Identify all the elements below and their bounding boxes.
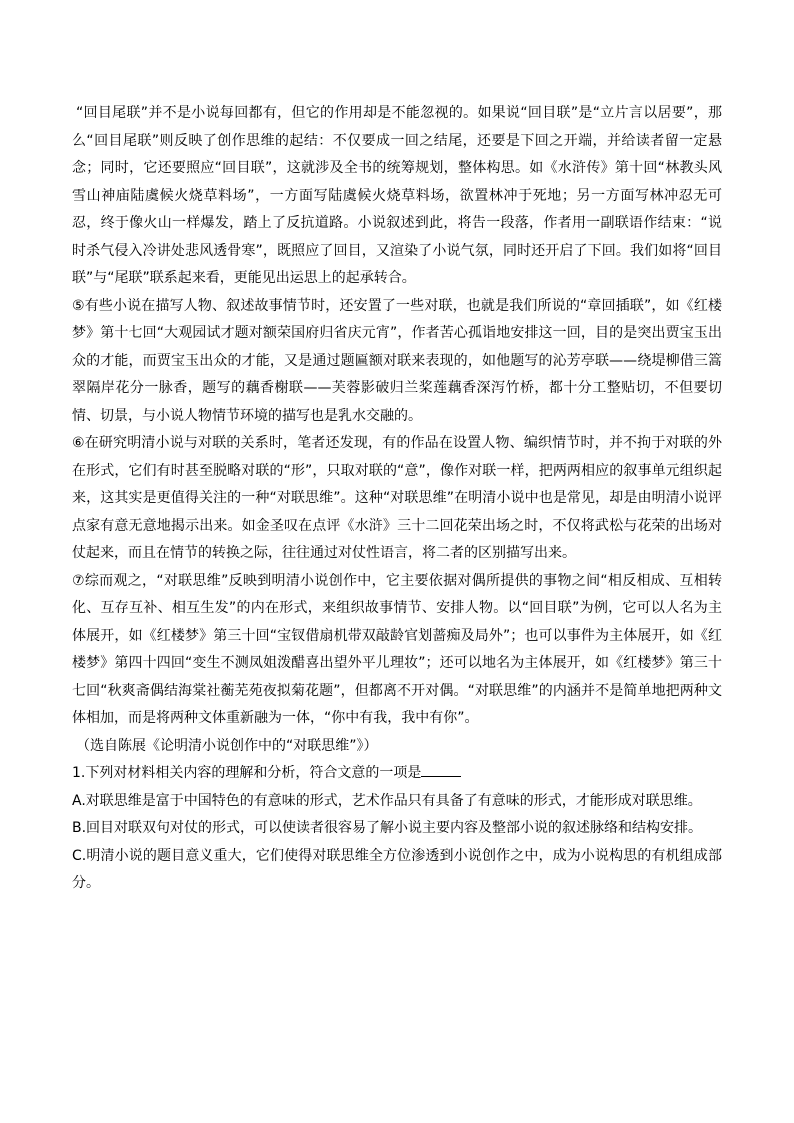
answer-blank[interactable] <box>421 762 461 777</box>
option-a: A.对联思维是富于中国特色的有意味的形式，艺术作品只有具备了有意味的形式，才能形成对联思维。 <box>72 792 702 809</box>
option-b: B.回目对联双句对仗的形式，可以使读者很容易了解小说主要内容及整部小说的叙述脉络和结构安排。 <box>72 820 703 836</box>
passage-source: （选自陈展《论明清小说创作中的“对联思维”》） <box>76 737 378 754</box>
passage-paragraph: ⑤有些小说在描写人物、叙述故事情节时，还安置了一些对联，也就是我们所说的“章回插联”，如《红楼梦》第十七回“大观园试才题对额荣国府归省庆元宵”，作者苦心孤诣地安排这一回，目的是突出贾宝玉出众的才能，而贾宝玉出众的才能，又是通过题匾额对联来表现的，如他题写的沁芳亭联——绕堤柳借三篙翠隔岸花分一脉香，题写的藕香榭联——芙蓉影破归兰桨莲藕香深泻竹桥，都十分工整贴切，不但要切情、切景，与小说人物情节环境的描写也是乳水交融的。 <box>72 297 722 424</box>
question-stem: 1.下列对材料相关内容的理解和分析，符合文意的一项是 <box>72 765 422 781</box>
passage <box>72 100 722 760</box>
passage-paragraph: ⑥在研究明清小说与对联的关系时，笔者还发现，有的作品在设置人物、编织情节时，并不拘于对联的外在形式，它们有时甚至脱略对联的“形”，只取对联的“意”，像作对联一样，把两两相应的叙事单元组织起来，这其实是更值得关注的一种“对联思维”。这种“对联思维”在明清小说中也是常见，却是由明清小说评点家有意无意地揭示出来。如金圣叹在点评《水浒》三十二回花荣出场之时，不仅将武松与花荣的出场对仗起来，而且在情节的转换之际，往往通过对仗性语言，将二者的区别描写出来。 <box>72 435 722 561</box>
document-page <box>72 100 722 898</box>
passage-paragraph: “回目尾联”并不是小说每回都有，但它的作用却是不能忽视的。如果说“回目联”是“立片言以居要”，那么“回目尾联”则反映了创作思维的起结：不仅要成一回之结尾，还要是下回之开端，并给读者留一定悬念；同时，它还要照应“回目联”，这就涉及全书的统筹规划，整体构思。如《水浒传》第十回“林教头风雪山神庙陆虞候火烧草料场”，一方面写陆虞候火烧草料场，欲置林冲于死地；另一方面写林冲忍无可忍，终于像火山一样爆发，踏上了反抗道路。小说叙述到此，将告一段落，作者用一副联语作结束：“说时杀气侵入冷讲处悲风透骨寒”，既照应了回目，又渲染了小说气氛，同时还开启了下回。我们如将“回目联”与“尾联”联系起来看，更能见出运思上的起承转合。 <box>72 105 722 286</box>
option-c: C.明清小说的题目意义重大，它们使得对联思维全方位渗透到小说创作之中，成为小说构思的有机组成部分。 <box>72 847 722 891</box>
question <box>72 760 722 898</box>
question-stem-line <box>72 760 722 788</box>
passage-paragraph: ⑦综而观之，“对联思维”反映到明清小说创作中，它主要依据对偶所提供的事物之间“相反相成、互相转化、互存互补、相互生发”的内在形式，来组织故事情节、安排人物。以“回目联”为例，它可以人名为主体展开，如《红楼梦》第三十回“宝钗借扇机带双敲龄官划蔷痴及局外”；也可以事件为主体展开，如《红楼梦》第四十四回“变生不测凤姐泼醋喜出望外平儿理妆”；还可以地名为主体展开，如《红楼梦》第三十七回“秋爽斋偶结海棠社蘅芜苑夜拟菊花题”，但都离不开对偶。“对联思维”的内涵并不是简单地把两种文体相加，而是将两种文体重新融为一体，“你中有我，我中有你”。 <box>72 572 722 726</box>
